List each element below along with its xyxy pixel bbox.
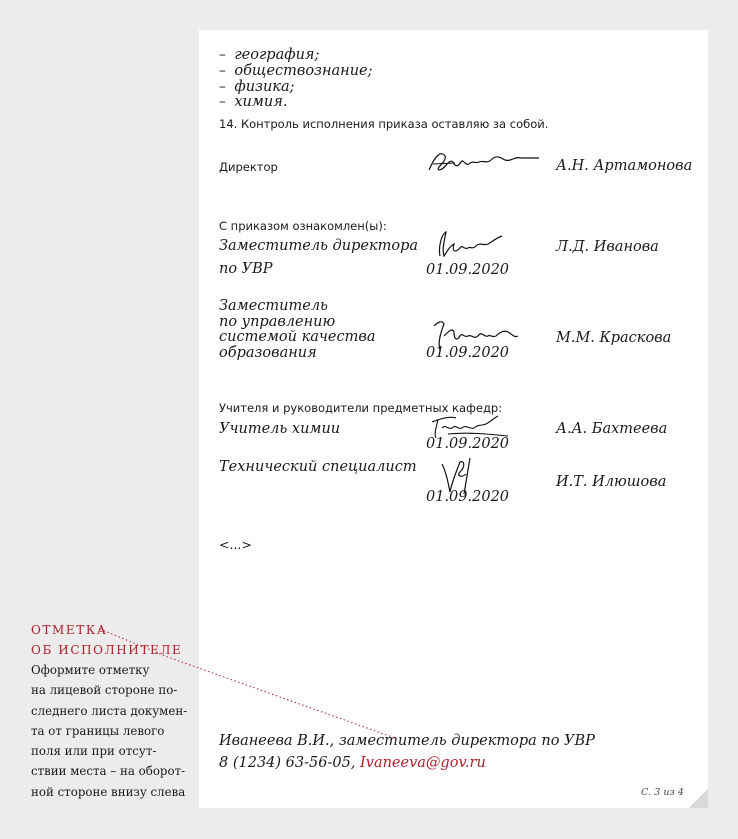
deputy-uvr-title: по УВР (219, 261, 273, 277)
list-item: – обществознание; (219, 63, 373, 79)
tech-spec-date: 01.09.2020 (426, 489, 510, 505)
director-label: Директор (219, 160, 278, 174)
deputy-uvr-name: Л.Д. Иванова (556, 239, 659, 255)
omission-marker: <...> (219, 537, 252, 552)
list-item: – физика; (219, 79, 295, 95)
note-heading: ОТМЕТКА (31, 623, 108, 637)
acquainted-label: С приказом ознакомлен(ы): (219, 219, 387, 233)
tech-spec-title: Технический специалист (219, 459, 417, 475)
executor-line: Иванеева В.И., заместитель директора по УВР (219, 733, 595, 749)
clause-14: 14. Контроль исполнения приказа оставляю за собой. (219, 117, 549, 131)
chem-teacher-name: А.А. Бахтеева (556, 421, 668, 437)
note-body: Оформите отметку на лицевой стороне по- следнего листа докумен- та от границы левого поля или при отсут- ствии места – на оборот- ной стороне внизу слева (31, 663, 188, 799)
deputy-quality-date: 01.09.2020 (426, 345, 510, 361)
note-heading: ОБ ИСПОЛНИТЕЛЕ (31, 643, 183, 657)
deputy-quality-name: М.М. Краскова (556, 330, 672, 346)
list-item: – география; (219, 47, 320, 63)
list-item: – химия. (219, 94, 288, 110)
page-number: С. 3 из 4 (641, 787, 684, 798)
executor-email[interactable]: Ivaneeva@gov.ru (360, 755, 486, 771)
deputy-uvr-title: Заместитель директора (219, 238, 419, 254)
director-name: А.Н. Артамонова (556, 158, 693, 174)
deputy-quality-title: Заместитель по управлению системой качества образования (219, 298, 376, 361)
tech-spec-name: И.Т. Илюшова (556, 474, 667, 490)
executor-phone: 8 (1234) 63-56-05, (219, 755, 361, 771)
chem-teacher-title: Учитель химии (219, 421, 341, 437)
deputy-uvr-date: 01.09.2020 (426, 262, 510, 278)
chem-teacher-date: 01.09.2020 (426, 436, 510, 452)
teachers-label: Учителя и руководители предметных кафедр: (219, 401, 503, 415)
